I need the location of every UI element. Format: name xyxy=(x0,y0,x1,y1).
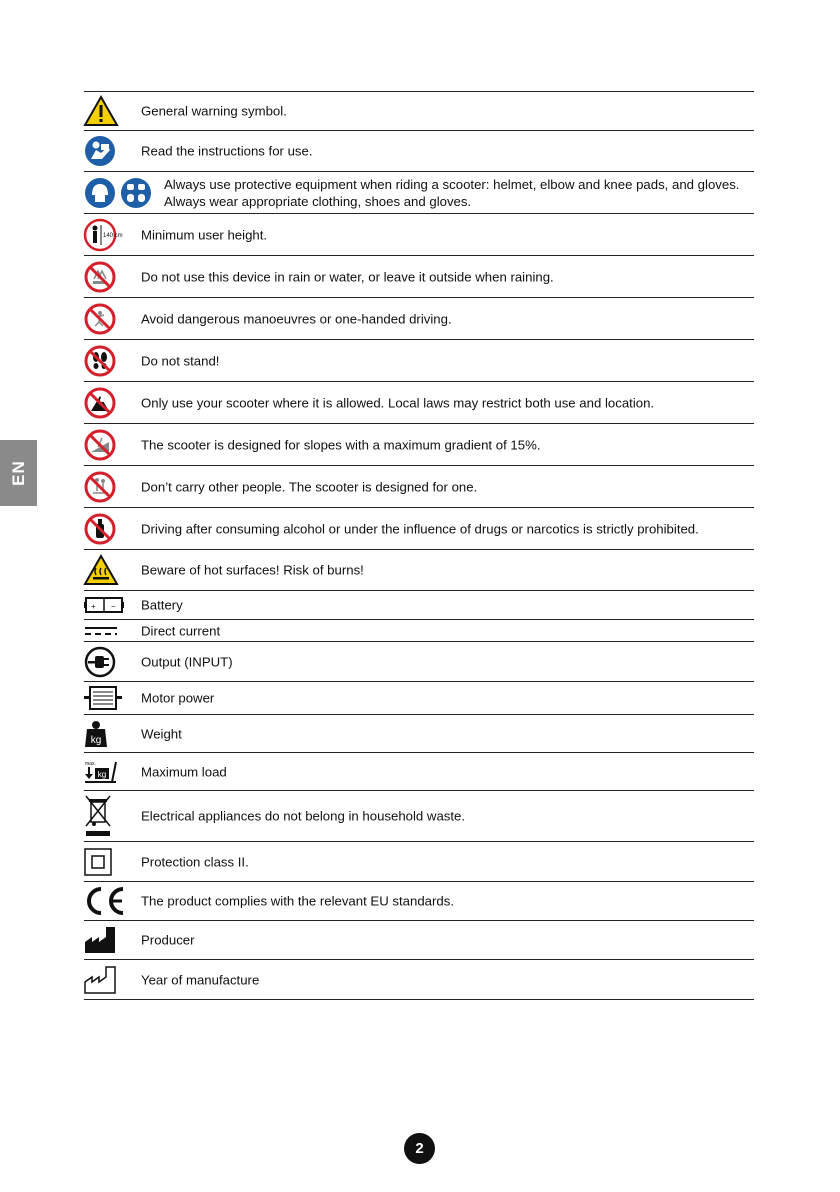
row-text: Always use protective equipment when riding a scooter: helmet, elbow and knee pads, and gloves. Always wear appropriate clothing, shoes and gloves. xyxy=(164,176,740,209)
row-text: The product complies with the relevant EU standards. xyxy=(141,893,454,909)
row-text: Driving after consuming alcohol or under the influence of drugs or narcotics is strictly prohibited. xyxy=(141,521,699,536)
row-text: The scooter is designed for slopes with a maximum gradient of 15%. xyxy=(141,437,541,452)
row-text: Year of manufacture xyxy=(141,972,260,987)
row-text: Beware of hot surfaces! Risk of burns! xyxy=(141,562,364,578)
table-row xyxy=(84,753,754,791)
table-row xyxy=(84,620,754,642)
table-row xyxy=(84,466,754,508)
table-row xyxy=(84,424,754,466)
row-text: Motor power xyxy=(141,690,215,706)
language-tab xyxy=(0,440,37,506)
restricted-area-icon xyxy=(84,382,116,423)
row-text: Only use your scooter where it is allowed. Local laws may restrict both use and location. xyxy=(141,395,655,410)
row-text: Producer xyxy=(141,932,195,948)
row-text: Weight xyxy=(141,726,182,741)
max-load-icon-label: kg xyxy=(97,769,107,779)
no-rain-icon xyxy=(84,256,116,297)
svg-text:−: − xyxy=(111,602,116,611)
no-passengers-icon xyxy=(84,466,116,507)
row-text: Battery xyxy=(141,597,183,613)
minimum-height-icon xyxy=(84,214,123,255)
language-tab-label: EN xyxy=(8,460,28,486)
do-not-stand-icon xyxy=(84,340,116,381)
symbols-table xyxy=(84,91,754,1000)
table-row xyxy=(84,256,754,298)
direct-current-icon xyxy=(84,620,118,641)
svg-text:max.: max. xyxy=(85,760,96,767)
table-row xyxy=(84,591,754,620)
year-of-manufacture-icon xyxy=(84,960,116,999)
row-text: Read the instructions for use. xyxy=(141,143,313,159)
max-slope-icon xyxy=(84,424,116,465)
row-text: Output (INPUT) xyxy=(141,654,233,669)
hot-surface-icon xyxy=(84,550,118,590)
row-text: Direct current xyxy=(141,623,221,638)
row-text: Don’t carry other people. The scooter is designed for one. xyxy=(141,479,478,494)
weight-icon-label: kg xyxy=(90,734,102,746)
ce-mark-icon xyxy=(84,882,126,920)
protection-class-icon xyxy=(84,842,112,881)
row-text: General warning symbol. xyxy=(141,103,287,119)
warning-triangle-icon xyxy=(84,92,118,130)
table-row xyxy=(84,131,754,172)
no-dangerous-manoeuvres-icon xyxy=(84,298,116,339)
read-instructions-icon xyxy=(84,131,116,171)
table-row xyxy=(84,214,754,256)
page-number: 2 xyxy=(404,1133,435,1164)
table-row xyxy=(84,550,754,591)
table-row xyxy=(84,298,754,340)
table-row xyxy=(84,382,754,424)
table-row xyxy=(84,715,754,753)
table-row xyxy=(84,960,754,1000)
table-row xyxy=(84,340,754,382)
table-row xyxy=(84,682,754,715)
producer-icon xyxy=(84,921,116,959)
table-row xyxy=(84,508,754,550)
motor-icon xyxy=(84,682,122,714)
table-row xyxy=(84,921,754,960)
table-row xyxy=(84,172,754,214)
table-row xyxy=(84,92,754,131)
row-text: Minimum user height. xyxy=(141,227,268,242)
table-row xyxy=(84,882,754,921)
table-row xyxy=(84,642,754,682)
row-text: Do not use this device in rain or water, or leave it outside when raining. xyxy=(141,269,554,284)
weight-icon xyxy=(84,715,108,752)
protective-equipment-icons xyxy=(84,172,154,213)
table-row xyxy=(84,791,754,842)
battery-icon xyxy=(84,591,124,619)
row-text: Maximum load xyxy=(141,764,227,779)
plug-icon xyxy=(84,642,116,681)
row-text: Protection class II. xyxy=(141,854,249,869)
row-text: Do not stand! xyxy=(141,353,220,368)
minimum-height-value: 140 cm xyxy=(103,232,123,239)
table-row xyxy=(84,842,754,882)
svg-text:+: + xyxy=(91,602,96,611)
no-alcohol-icon xyxy=(84,508,116,549)
row-text: Electrical appliances do not belong in household waste. xyxy=(141,808,466,824)
weee-bin-icon xyxy=(84,791,112,841)
row-text: Avoid dangerous manoeuvres or one-handed driving. xyxy=(141,311,452,326)
max-load-icon xyxy=(84,753,120,790)
